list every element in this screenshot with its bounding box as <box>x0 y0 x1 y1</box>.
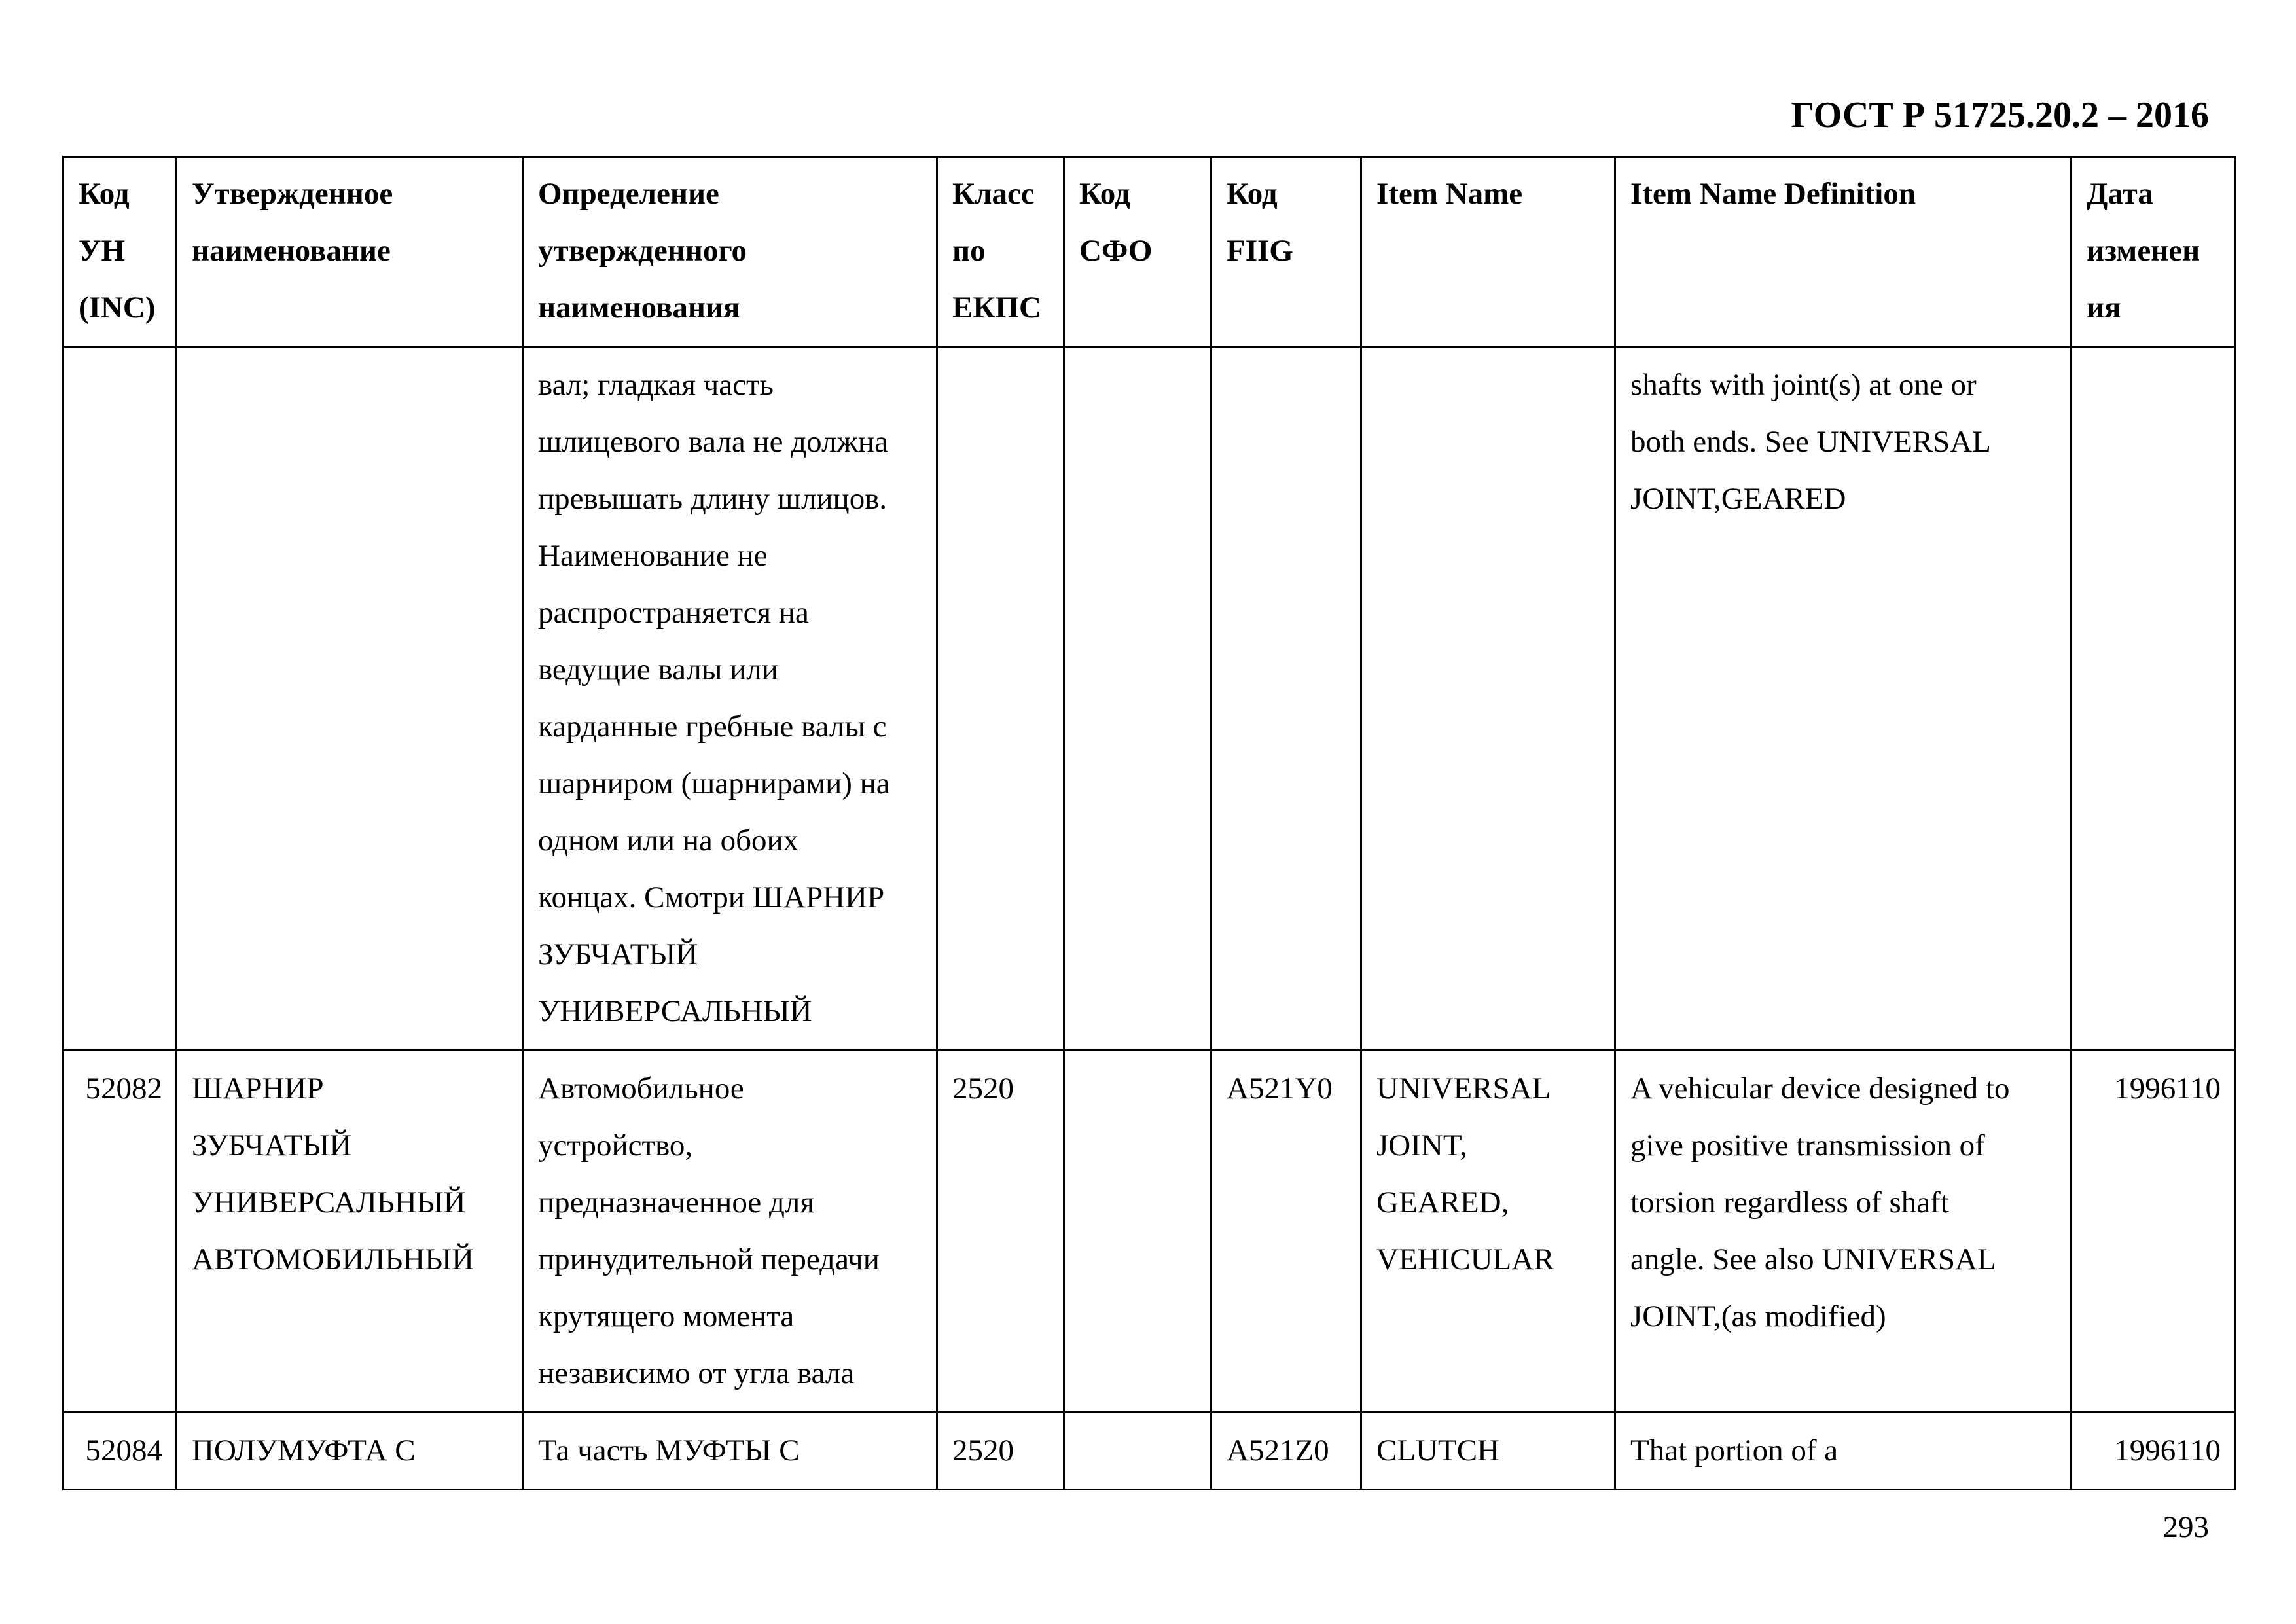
item-name-definition-cell: A vehicular device designed to give positive transmission of torsion regardless of shaft angle. See also UNIVERSAL JOINT,(as modified) <box>1615 1051 2072 1413</box>
header-item-name: Item Name <box>1361 157 1615 347</box>
item-name-table <box>62 156 2236 1490</box>
inc-cell: 52084 <box>63 1413 177 1490</box>
table-header-row <box>63 157 2235 347</box>
header-ekps-class: Класс по ЕКПС <box>937 157 1064 347</box>
table-row <box>63 1051 2235 1413</box>
inc-cell: 52082 <box>63 1051 177 1413</box>
sfo-code-cell <box>1064 347 1211 1051</box>
sfo-code-cell <box>1064 1413 1211 1490</box>
change-date-cell: 1996110 <box>2072 1413 2235 1490</box>
fiig-code-cell: A521Y0 <box>1211 1051 1361 1413</box>
change-date-cell <box>2072 347 2235 1051</box>
fiig-code-cell: A521Z0 <box>1211 1413 1361 1490</box>
change-date-cell: 1996110 <box>2072 1051 2235 1413</box>
header-inc: Код УН (INC) <box>63 157 177 347</box>
fiig-code-cell <box>1211 347 1361 1051</box>
ekps-class-cell: 2520 <box>937 1051 1064 1413</box>
page-number: 293 <box>2162 1510 2209 1544</box>
header-item-name-definition: Item Name Definition <box>1615 157 2072 347</box>
sfo-code-cell <box>1064 1051 1211 1413</box>
approved-name-cell <box>177 347 523 1051</box>
table-row <box>63 1413 2235 1490</box>
approved-name-cell: ПОЛУМУФТА С <box>177 1413 523 1490</box>
table-row <box>63 347 2235 1051</box>
item-name-definition-cell: shafts with joint(s) at one or both ends. See UNIVERSAL JOINT,GEARED <box>1615 347 2072 1051</box>
header-approved-name: Утвержденное наименование <box>177 157 523 347</box>
ekps-class-cell: 2520 <box>937 1413 1064 1490</box>
definition-cell: Та часть МУФТЫ С <box>523 1413 937 1490</box>
item-name-definition-cell: That portion of a <box>1615 1413 2072 1490</box>
definition-cell: вал; гладкая часть шлицевого вала не должна превышать длину шлицов. Наименование не распространяется на ведущие валы или карданные гребные валы с шарниром (шарнирами) на одном или на обоих концах. Смотри ШАРНИР ЗУБЧАТЫЙ УНИВЕРСАЛЬНЫЙ <box>523 347 937 1051</box>
inc-cell <box>63 347 177 1051</box>
header-change-date: Дата изменен ия <box>2072 157 2235 347</box>
item-name-cell <box>1361 347 1615 1051</box>
definition-cell: Автомобильное устройство, предназначенное для принудительной передачи крутящего момента независимо от угла вала <box>523 1051 937 1413</box>
item-name-cell: CLUTCH <box>1361 1413 1615 1490</box>
ekps-class-cell <box>937 347 1064 1051</box>
header-sfo-code: Код СФО <box>1064 157 1211 347</box>
header-definition: Определение утвержденного наименования <box>523 157 937 347</box>
document-header: ГОСТ Р 51725.20.2 – 2016 <box>1791 95 2209 135</box>
header-fiig-code: Код FIIG <box>1211 157 1361 347</box>
item-name-cell: UNIVERSAL JOINT, GEARED, VEHICULAR <box>1361 1051 1615 1413</box>
approved-name-cell: ШАРНИР ЗУБЧАТЫЙ УНИВЕРСАЛЬНЫЙ АВТОМОБИЛЬНЫЙ <box>177 1051 523 1413</box>
